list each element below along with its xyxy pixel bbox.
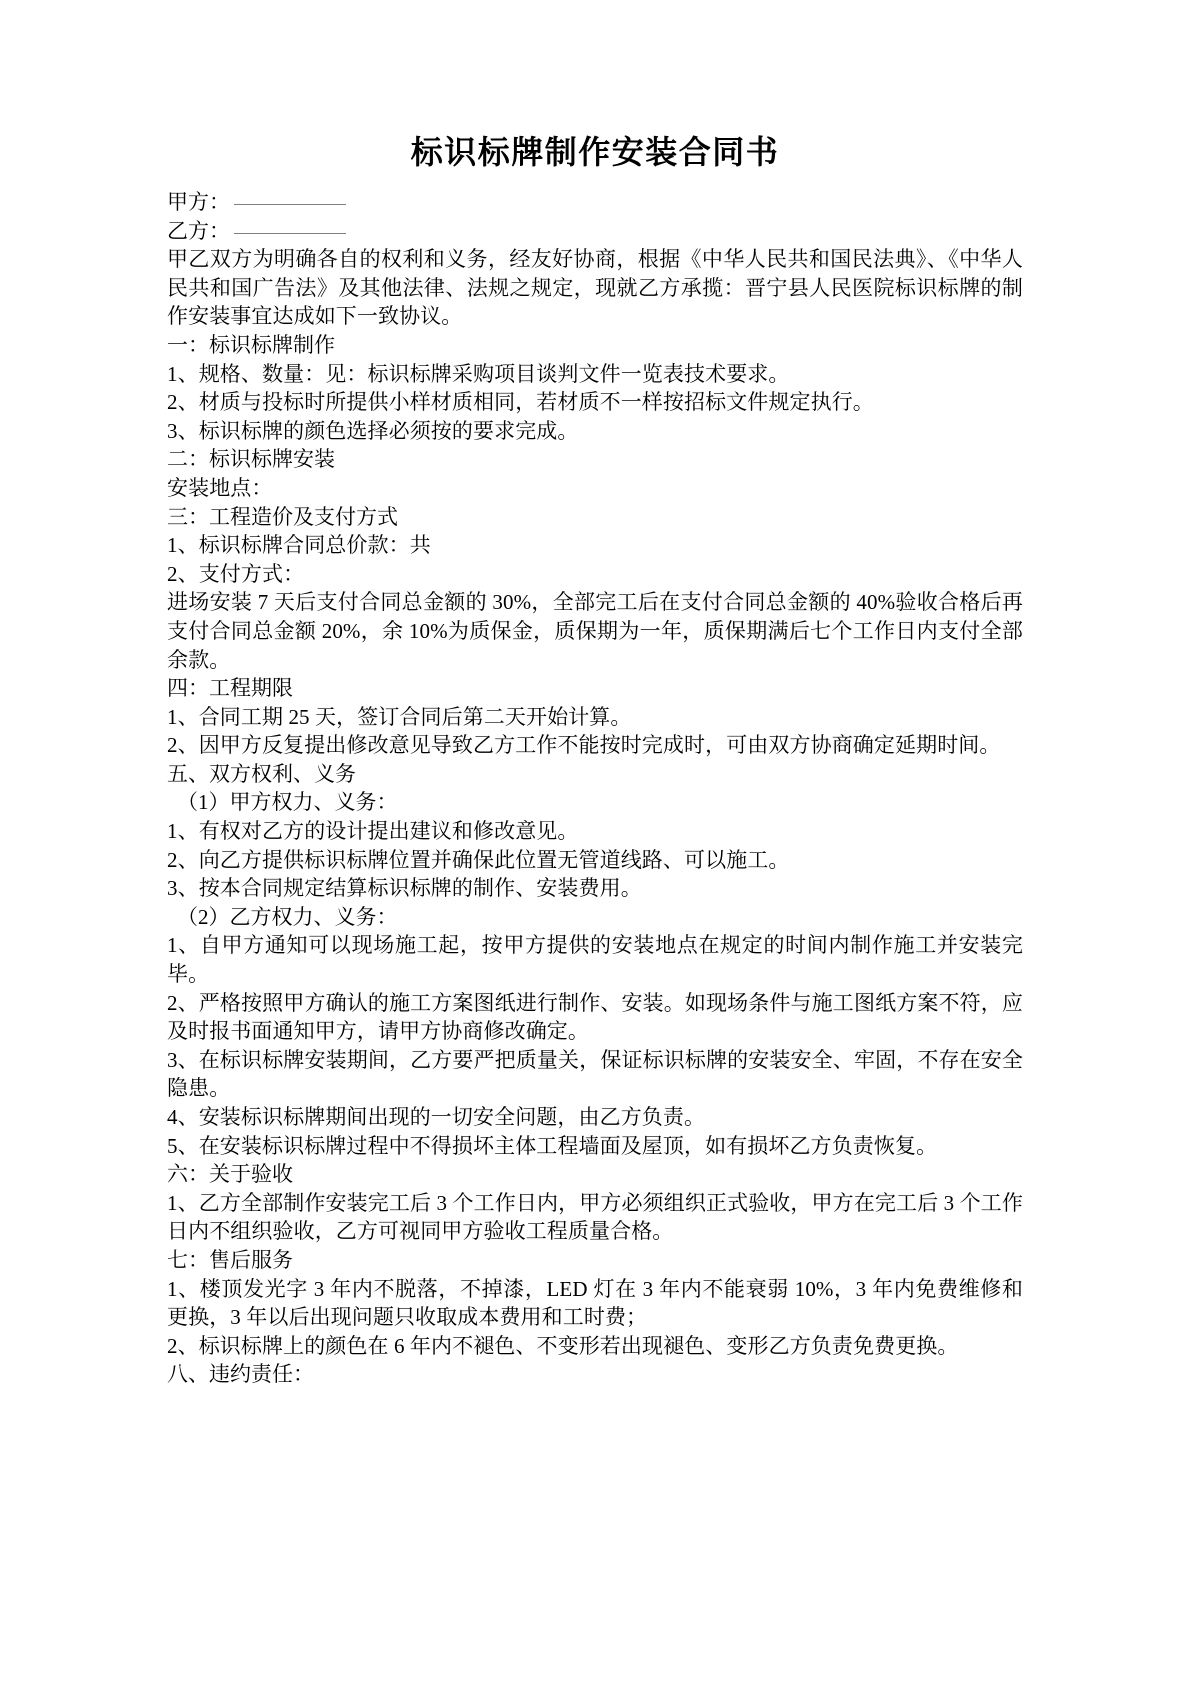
party-a-line — [167, 188, 1023, 217]
subsection-item: 2、向乙方提供标识标牌位置并确保此位置无管道线路、可以施工。 — [167, 847, 790, 872]
section-item: 2、支付方式： — [167, 561, 305, 586]
subsection-item: 5、在安装标识标牌过程中不得损坏主体工程墙面及屋顶，如有损坏乙方负责恢复。 — [167, 1133, 938, 1158]
section-item: 1、乙方全部制作安装完工后 3 个工作日内，甲方必须组织正式验收，甲方在完工后 3 个工作日内不组织验收，乙方可视同甲方验收工程质量合格。 — [167, 1190, 1023, 1244]
section-item: 3、标识标牌的颜色选择必须按的要求完成。 — [167, 418, 579, 443]
section-heading: 五、双方权利、义务 — [167, 761, 356, 786]
subsection-item: 3、按本合同规定结算标识标牌的制作、安装费用。 — [167, 876, 642, 901]
subsection-heading: （1）甲方权力、义务： — [177, 790, 398, 815]
section-item: 进场安装 7 天后支付合同总金额的 30%，全部完工后在支付合同总金额的 40%验收合格后再支付合同总金额 20%，余 10%为质保金，质保期为一年，质保期满后七个工作日内支付全部余款。 — [167, 590, 1023, 672]
subsection-heading: （2）乙方权力、义务： — [177, 904, 398, 929]
section-heading: 二：标识标牌安装 — [167, 447, 335, 472]
party-a-label: 甲方： — [167, 190, 230, 214]
section-heading: 四：工程期限 — [167, 676, 293, 701]
section-item: 1、规格、数量：见：标识标牌采购项目谈判文件一览表技术要求。 — [167, 361, 790, 386]
section-heading: 一：标识标牌制作 — [167, 332, 335, 357]
document-body — [167, 130, 1023, 1389]
party-b-label: 乙方： — [167, 218, 230, 243]
party-b-blank-field[interactable] — [234, 233, 346, 234]
party-b-line — [167, 217, 1023, 246]
section-item: 2、标识标牌上的颜色在 6 年内不褪色、不变形若出现褪色、变形乙方负责免费更换。 — [167, 1333, 959, 1358]
subsection-item: 3、在标识标牌安装期间，乙方要严把质量关，保证标识标牌的安装安全、牢固，不存在安全隐患。 — [167, 1047, 1023, 1101]
section-item: 1、标识标牌合同总价款：共 — [167, 533, 431, 558]
party-a-blank-field[interactable] — [234, 204, 346, 205]
preamble-paragraph: 甲乙双方为明确各自的权利和义务，经友好协商，根据《中华人民共和国民法典》、《中华人民共和国广告法》及其他法律、法规之规定，现就乙方承揽：晋宁县人民医院标识标牌的制作安装事宜达成如下一致协议。 — [167, 247, 1023, 329]
section-item: 1、合同工期 25 天，签订合同后第二天开始计算。 — [167, 704, 632, 729]
subsection-item: 1、自甲方通知可以现场施工起，按甲方提供的安装地点在规定的时间内制作施工并安装完毕。 — [167, 933, 1023, 987]
section-heading: 六：关于验收 — [167, 1162, 293, 1187]
section-item: 2、材质与投标时所提供小样材质相同，若材质不一样按招标文件规定执行。 — [167, 390, 874, 415]
subsection-item: 1、有权对乙方的设计提出建议和修改意见。 — [167, 819, 579, 844]
section-item: 1、楼顶发光字 3 年内不脱落，不掉漆，LED 灯在 3 年内不能衰弱 10%，3 年内免费维修和更换，3 年以后出现问题只收取成本费用和工时费； — [167, 1276, 1023, 1330]
section-heading: 三：工程造价及支付方式 — [167, 504, 398, 529]
section-heading: 七：售后服务 — [167, 1247, 293, 1272]
subsection-item: 4、安装标识标牌期间出现的一切安全问题，由乙方负责。 — [167, 1105, 706, 1129]
section-item: 2、因甲方反复提出修改意见导致乙方工作不能按时完成时，可由双方协商确定延期时间。 — [167, 733, 1001, 758]
section-item: 安装地点： — [167, 475, 273, 500]
subsection-item: 2、严格按照甲方确认的施工方案图纸进行制作、安装。如现场条件与施工图纸方案不符，应及时报书面通知甲方，请甲方协商修改确定。 — [167, 990, 1023, 1044]
page-title: 标识标牌制作安装合同书 — [410, 134, 780, 170]
section-heading: 八、违约责任： — [167, 1362, 314, 1387]
